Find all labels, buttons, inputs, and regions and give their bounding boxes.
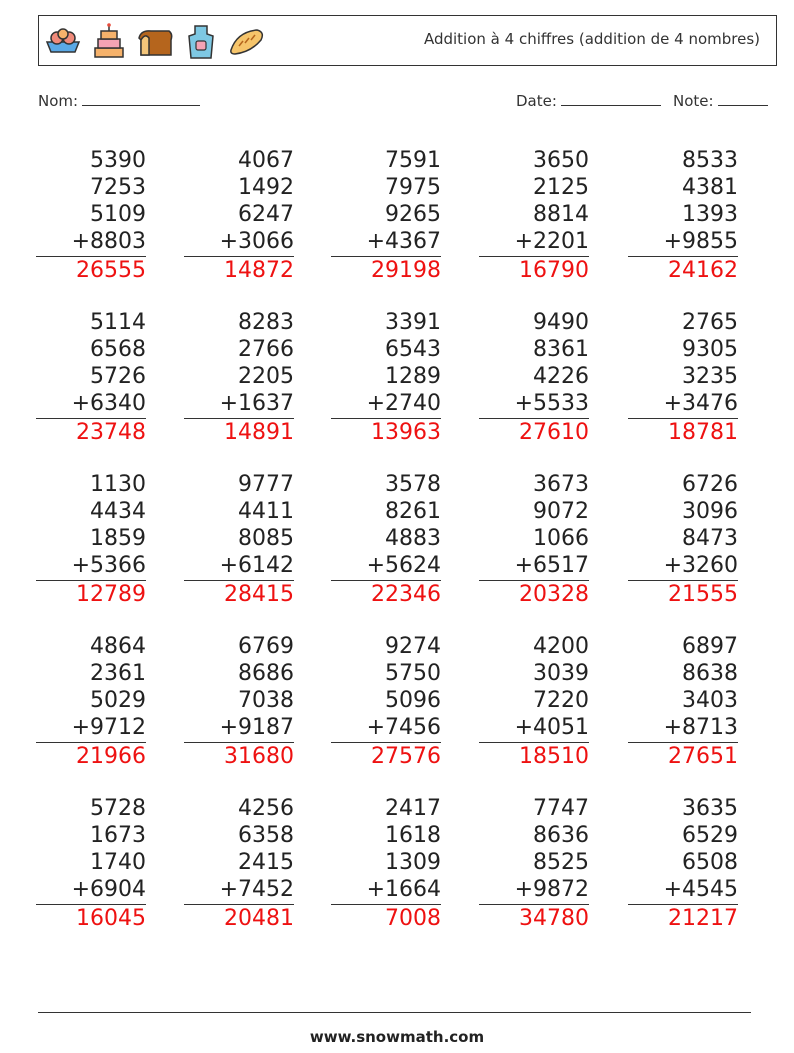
answer: 31680: [224, 744, 294, 769]
answer: 20328: [519, 582, 589, 607]
answer: 12789: [76, 582, 146, 607]
addend-2: 1673: [90, 823, 146, 848]
addend-1: 9777: [238, 472, 294, 497]
addend-3: 4883: [385, 526, 441, 551]
addend-4: +4051: [514, 715, 589, 740]
addend-2: 2361: [90, 661, 146, 686]
addition-problem: [36, 309, 146, 446]
addition-problem: [628, 471, 738, 608]
addend-1: 6769: [238, 634, 294, 659]
addend-1: 5728: [90, 796, 146, 821]
addend-2: 5750: [385, 661, 441, 686]
footer-divider: [38, 1012, 751, 1013]
addend-2: 8686: [238, 661, 294, 686]
addition-problem: [479, 471, 589, 608]
addend-2: 3039: [533, 661, 589, 686]
addend-2: 7975: [385, 175, 441, 200]
addition-problem: [628, 309, 738, 446]
answer: 27610: [519, 420, 589, 445]
addend-4: +9872: [514, 877, 589, 902]
addend-4: +5366: [71, 553, 146, 578]
addend-4: +8713: [663, 715, 738, 740]
addition-problem: [331, 795, 441, 932]
addend-2: 8361: [533, 337, 589, 362]
addition-problem: [628, 633, 738, 770]
addend-2: 8638: [682, 661, 738, 686]
addend-3: 5109: [90, 202, 146, 227]
addend-3: 2205: [238, 364, 294, 389]
addend-3: 8473: [682, 526, 738, 551]
addend-2: 4381: [682, 175, 738, 200]
addend-2: 6358: [238, 823, 294, 848]
addend-4: +4545: [663, 877, 738, 902]
addend-3: 7038: [238, 688, 294, 713]
addend-4: +7456: [366, 715, 441, 740]
date-blank[interactable]: [561, 93, 661, 106]
addition-problem: [36, 795, 146, 932]
addend-1: 4864: [90, 634, 146, 659]
addend-4: +8803: [71, 229, 146, 254]
addend-2: 8636: [533, 823, 589, 848]
addend-1: 6726: [682, 472, 738, 497]
name-label: Nom:: [38, 92, 79, 110]
addend-1: 5114: [90, 310, 146, 335]
addend-2: 8261: [385, 499, 441, 524]
answer: 23748: [76, 420, 146, 445]
answer: 21555: [668, 582, 738, 607]
addend-1: 9274: [385, 634, 441, 659]
addend-4: +3260: [663, 553, 738, 578]
answer: 16045: [76, 906, 146, 931]
addition-problem: [184, 309, 294, 446]
addition-problem: [184, 471, 294, 608]
addition-problem: [479, 633, 589, 770]
worksheet-title: Addition à 4 chiffres (addition de 4 nombres): [423, 30, 760, 48]
worksheet-header: [38, 15, 777, 66]
answer: 27651: [668, 744, 738, 769]
addend-1: 3673: [533, 472, 589, 497]
addend-4: +2740: [366, 391, 441, 416]
addend-3: 1066: [533, 526, 589, 551]
addend-3: 1289: [385, 364, 441, 389]
addend-2: 6568: [90, 337, 146, 362]
footer-site: www.snowmath.com: [309, 1028, 485, 1046]
addend-2: 4434: [90, 499, 146, 524]
addition-problem: [479, 309, 589, 446]
addend-3: 5096: [385, 688, 441, 713]
addition-problem: [184, 633, 294, 770]
layer-cake-icon: [89, 22, 129, 62]
grade-label: Note:: [673, 92, 714, 110]
header-icons: [43, 22, 267, 62]
answer: 14891: [224, 420, 294, 445]
addition-problem: [331, 471, 441, 608]
addend-4: +9712: [71, 715, 146, 740]
addition-problem: [628, 147, 738, 284]
answer: 18781: [668, 420, 738, 445]
addend-1: 9490: [533, 310, 589, 335]
addend-3: 5726: [90, 364, 146, 389]
addend-1: 2417: [385, 796, 441, 821]
addend-1: 7747: [533, 796, 589, 821]
baguette-icon: [227, 22, 267, 62]
answer: 26555: [76, 258, 146, 283]
addend-1: 1130: [90, 472, 146, 497]
addend-2: 9072: [533, 499, 589, 524]
addend-1: 8533: [682, 148, 738, 173]
answer: 20481: [224, 906, 294, 931]
addend-4: +6904: [71, 877, 146, 902]
addend-1: 4067: [238, 148, 294, 173]
addend-1: 2765: [682, 310, 738, 335]
apron-icon: [181, 22, 221, 62]
grade-blank[interactable]: [718, 93, 768, 106]
addend-4: +2201: [514, 229, 589, 254]
addition-problem: [331, 633, 441, 770]
addend-4: +3476: [663, 391, 738, 416]
addition-problem: [331, 147, 441, 284]
answer: 13963: [371, 420, 441, 445]
addition-problem: [36, 147, 146, 284]
addition-problem: [36, 633, 146, 770]
addition-problem: [184, 795, 294, 932]
answer: 29198: [371, 258, 441, 283]
addend-3: 6247: [238, 202, 294, 227]
addition-problem: [331, 309, 441, 446]
addition-problem: [479, 795, 589, 932]
date-field: [516, 92, 661, 110]
answer: 28415: [224, 582, 294, 607]
addend-3: 8085: [238, 526, 294, 551]
addend-4: +6142: [219, 553, 294, 578]
addition-problem: [479, 147, 589, 284]
addend-4: +5533: [514, 391, 589, 416]
addend-1: 3578: [385, 472, 441, 497]
date-label: Date:: [516, 92, 557, 110]
addition-problem: [628, 795, 738, 932]
addend-3: 8814: [533, 202, 589, 227]
answer: 14872: [224, 258, 294, 283]
addend-3: 2415: [238, 850, 294, 875]
grade-field: [673, 92, 768, 110]
addend-2: 9305: [682, 337, 738, 362]
addend-3: 7220: [533, 688, 589, 713]
addend-2: 2125: [533, 175, 589, 200]
addend-2: 6529: [682, 823, 738, 848]
name-blank[interactable]: [82, 93, 200, 106]
cupcakes-icon: [43, 22, 83, 62]
addend-2: 1618: [385, 823, 441, 848]
addition-problem: [184, 147, 294, 284]
addend-4: +6340: [71, 391, 146, 416]
answer: 34780: [519, 906, 589, 931]
addend-4: +4367: [366, 229, 441, 254]
answer: 27576: [371, 744, 441, 769]
addend-3: 1393: [682, 202, 738, 227]
addend-1: 4256: [238, 796, 294, 821]
addend-3: 8525: [533, 850, 589, 875]
addend-4: +3066: [219, 229, 294, 254]
addend-3: 1859: [90, 526, 146, 551]
addend-4: +1664: [366, 877, 441, 902]
addend-2: 3096: [682, 499, 738, 524]
addend-1: 5390: [90, 148, 146, 173]
addend-1: 6897: [682, 634, 738, 659]
addend-1: 4200: [533, 634, 589, 659]
addend-3: 6508: [682, 850, 738, 875]
addend-2: 1492: [238, 175, 294, 200]
addend-4: +6517: [514, 553, 589, 578]
addend-4: +7452: [219, 877, 294, 902]
addend-2: 7253: [90, 175, 146, 200]
addend-4: +1637: [219, 391, 294, 416]
addend-3: 9265: [385, 202, 441, 227]
answer: 22346: [371, 582, 441, 607]
addend-4: +9855: [663, 229, 738, 254]
addition-problem: [36, 471, 146, 608]
addend-3: 3235: [682, 364, 738, 389]
addend-1: 3650: [533, 148, 589, 173]
answer: 21217: [668, 906, 738, 931]
addend-3: 1309: [385, 850, 441, 875]
addend-1: 7591: [385, 148, 441, 173]
addend-3: 3403: [682, 688, 738, 713]
answer: 18510: [519, 744, 589, 769]
answer: 7008: [385, 906, 441, 931]
answer: 21966: [76, 744, 146, 769]
addend-2: 4411: [238, 499, 294, 524]
addend-2: 6543: [385, 337, 441, 362]
name-field: [38, 92, 200, 110]
addend-2: 2766: [238, 337, 294, 362]
answer: 16790: [519, 258, 589, 283]
addend-4: +9187: [219, 715, 294, 740]
addend-3: 1740: [90, 850, 146, 875]
addend-1: 3635: [682, 796, 738, 821]
answer: 24162: [668, 258, 738, 283]
addend-3: 4226: [533, 364, 589, 389]
addend-4: +5624: [366, 553, 441, 578]
addend-3: 5029: [90, 688, 146, 713]
bread-loaf-icon: [135, 22, 175, 62]
addend-1: 8283: [238, 310, 294, 335]
addend-1: 3391: [385, 310, 441, 335]
